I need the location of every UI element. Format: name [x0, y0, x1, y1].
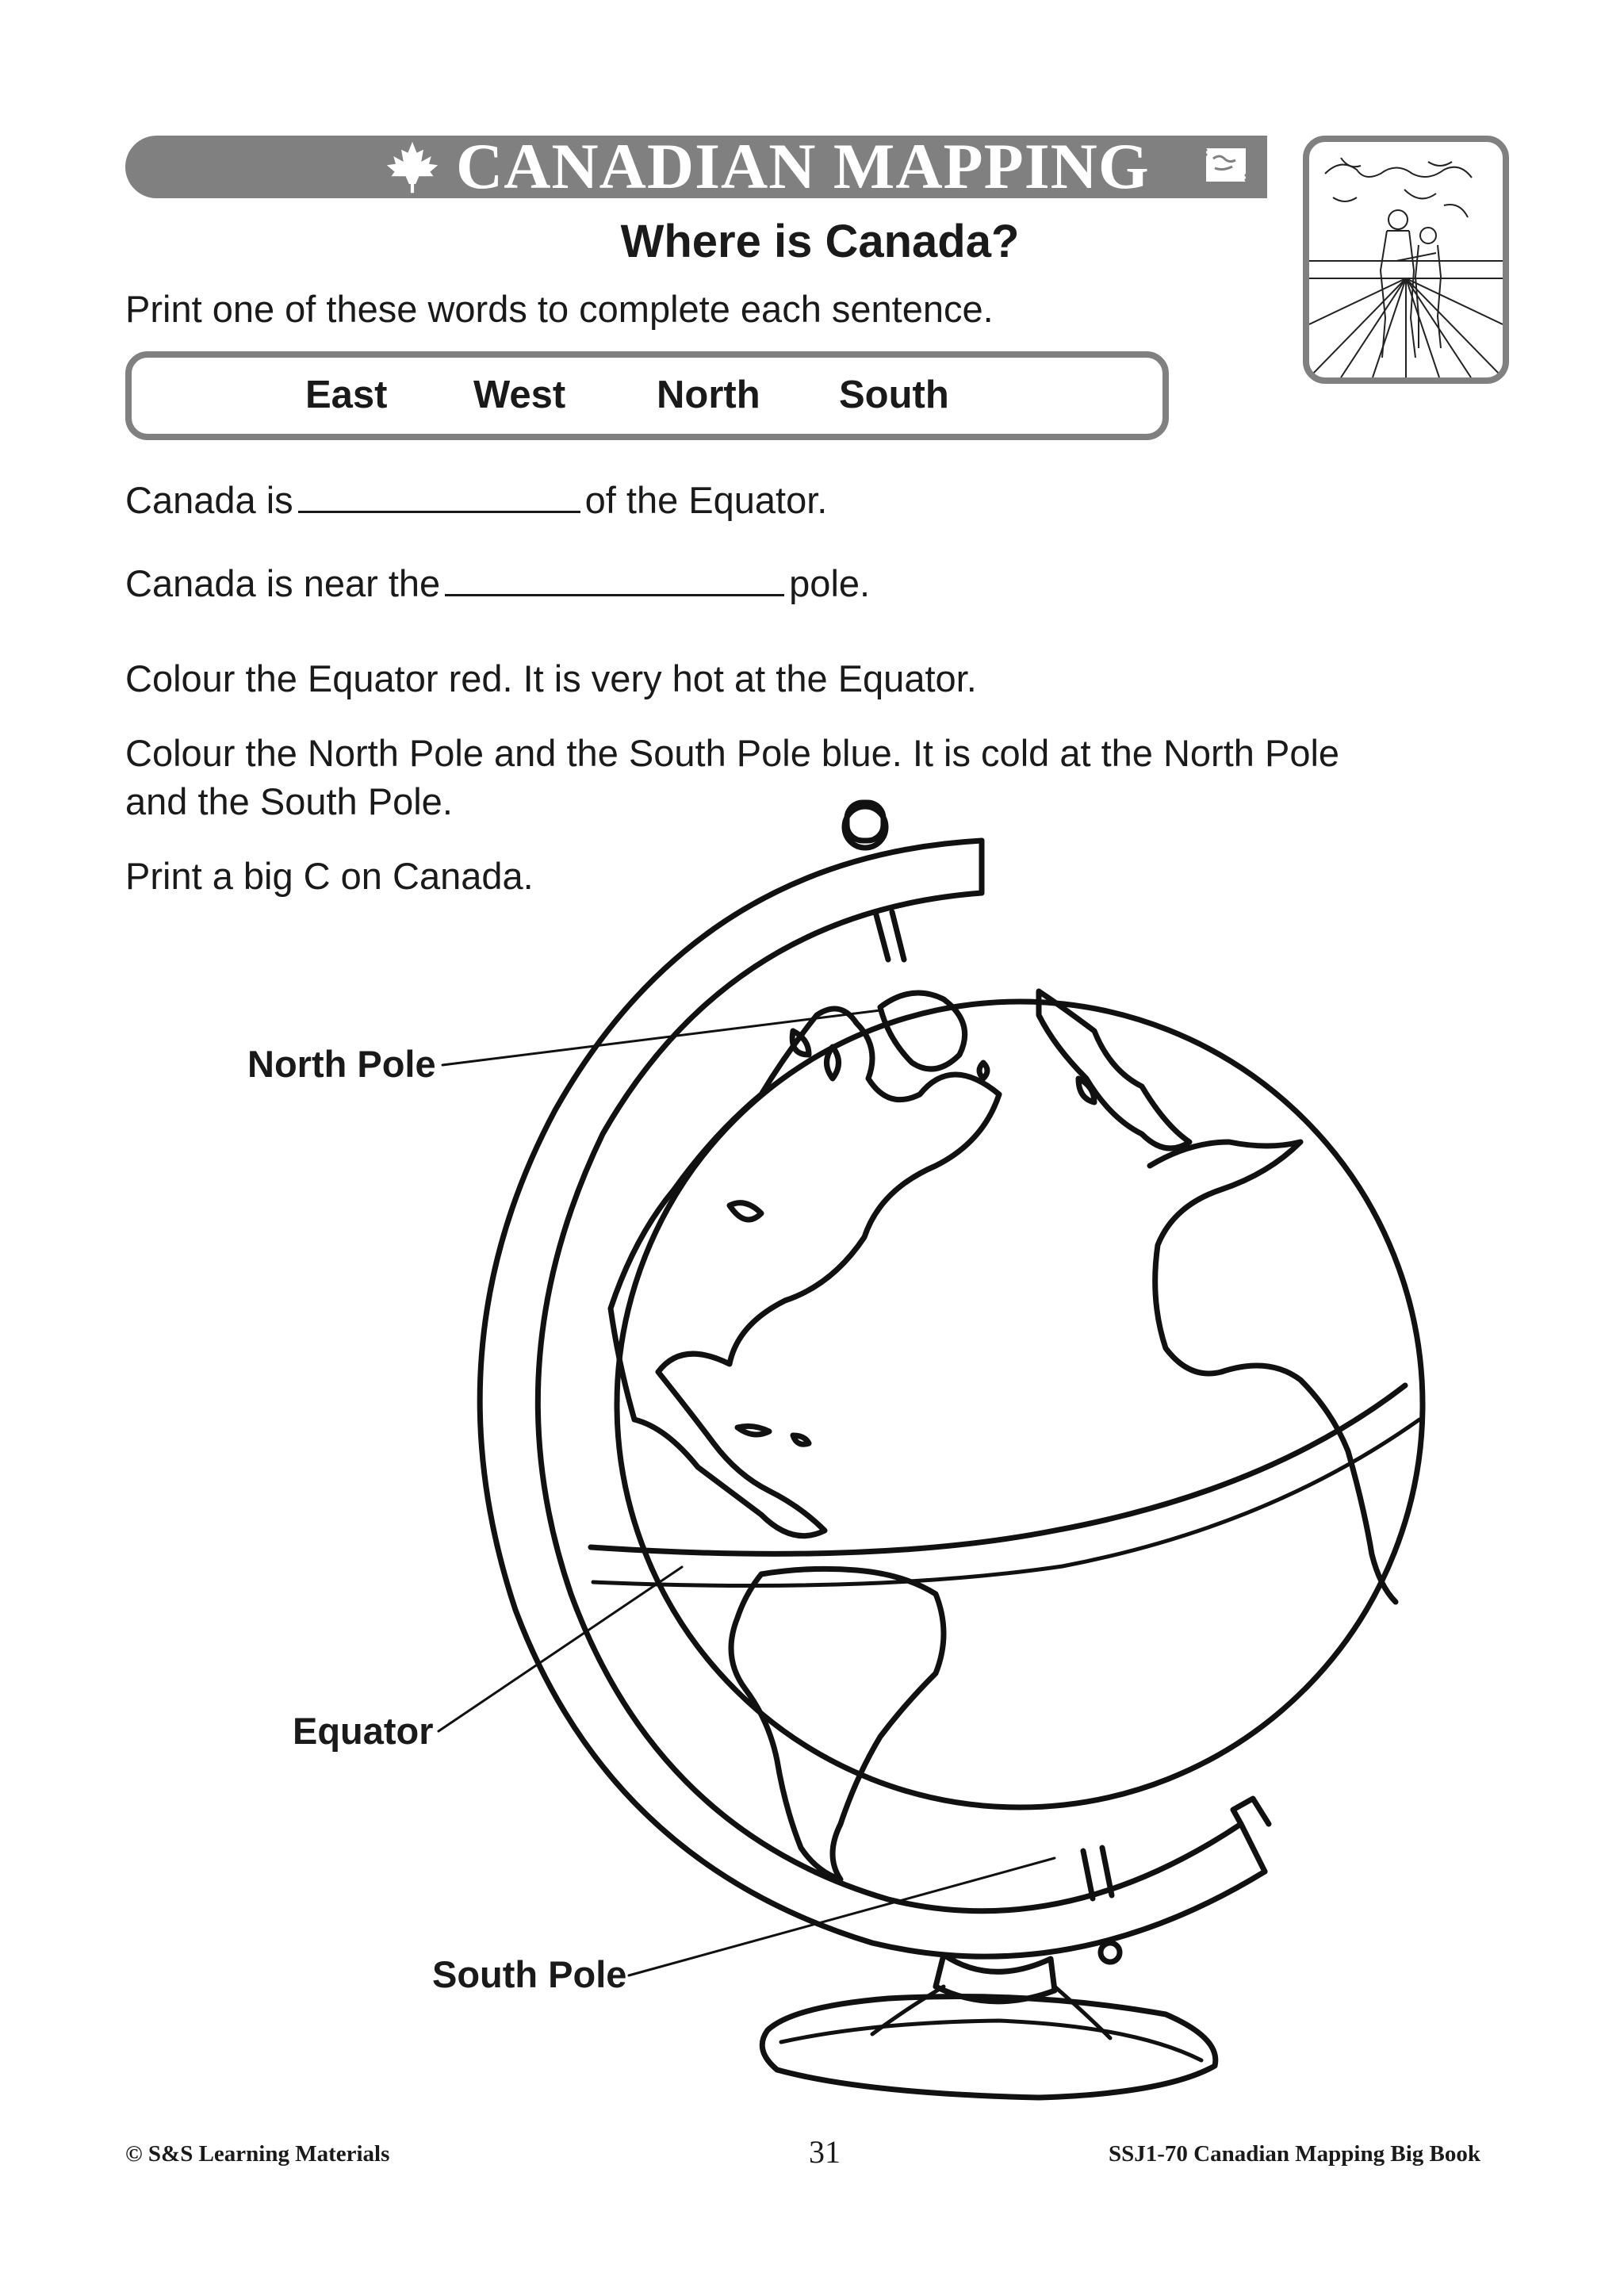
stand-neck — [936, 1955, 1055, 2002]
equator-label: Equator — [293, 1710, 434, 1752]
colour-equator-instruction: Colour the Equator red. It is very hot at the Equator. — [125, 657, 977, 699]
answer-blank-2[interactable] — [445, 594, 784, 596]
sentence-2-end: pole. — [789, 562, 871, 604]
equator-pointer — [439, 1567, 682, 1731]
answer-blank-1[interactable] — [298, 511, 580, 513]
maple-leaf-icon — [385, 140, 440, 195]
colour-poles-instruction-line2: and the South Pole. — [125, 780, 453, 822]
page-title: CANADIAN MAPPING — [456, 130, 1150, 202]
stand-arc-inner — [538, 893, 1241, 1911]
globe-sphere — [617, 1002, 1423, 1807]
page-subtitle: Where is Canada? — [620, 216, 1020, 267]
south-pole-pointer — [629, 1858, 1055, 1975]
word-west: West — [473, 374, 566, 416]
footer-copyright: © S&S Learning Materials — [125, 2141, 390, 2167]
equator-line — [591, 1385, 1405, 1554]
stand-base-top — [762, 1997, 1216, 2098]
sentence-2-start: Canada is near the — [125, 562, 441, 604]
north-pole-pointer — [442, 1010, 880, 1065]
sentence-1 — [125, 477, 827, 523]
south-america-outline — [731, 1569, 944, 1879]
sentence-2 — [125, 561, 870, 607]
word-north: North — [657, 374, 760, 416]
south-pole-label: South Pole — [432, 1953, 627, 1995]
page-number: 31 — [809, 2134, 841, 2170]
sentence-1-start: Canada is — [125, 479, 293, 521]
footer-book-title: SSJ1-70 Canadian Mapping Big Book — [1109, 2141, 1480, 2167]
north-pole-label: North Pole — [247, 1043, 436, 1085]
word-bank-box — [125, 351, 1169, 440]
stand-arc-outer — [480, 841, 1265, 1956]
north-america-outline — [611, 1009, 999, 1536]
print-c-instruction: Print a big C on Canada. — [125, 855, 534, 897]
word-south: South — [839, 374, 949, 416]
sentence-1-end: of the Equator. — [584, 479, 828, 521]
colour-poles-instruction-line1: Colour the North Pole and the South Pole blue. It is cold at the North Pole — [125, 732, 1340, 774]
instructions-text: Print one of these words to complete each sentence. — [125, 288, 994, 330]
map-scroll-icon — [1201, 141, 1251, 189]
word-east: East — [305, 374, 388, 416]
